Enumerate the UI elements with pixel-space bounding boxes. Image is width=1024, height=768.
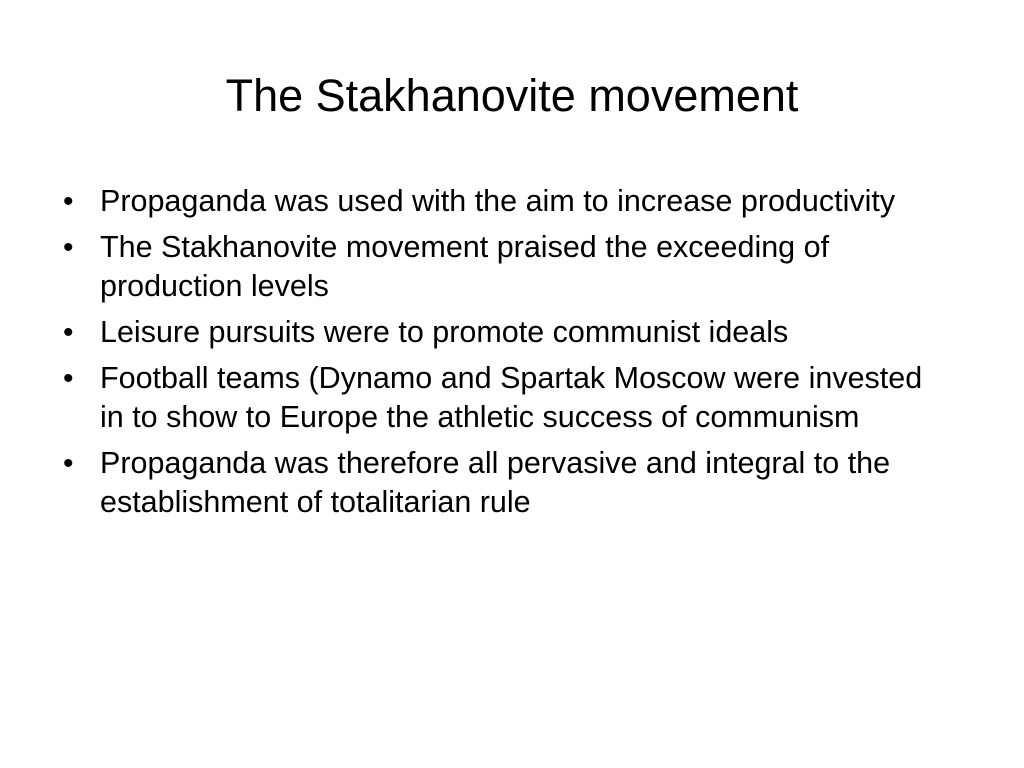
bullet-text: Propaganda was therefore all pervasive and integral to the establishment of totalitarian rule [100, 446, 891, 519]
bullet-icon: • [63, 362, 74, 395]
bullet-text: Propaganda was used with the aim to increase productivity [100, 184, 896, 218]
bullet-icon: • [63, 316, 74, 349]
bullet-text: Football teams (Dynamo and Spartak Moscow were invested in to show to Europe the athletic success of communism [100, 361, 923, 434]
bullet-icon: • [63, 231, 74, 264]
bullet-icon: • [63, 185, 74, 218]
bullet-text: The Stakhanovite movement praised the exceeding of production levels [100, 230, 830, 303]
bullet-item [60, 444, 940, 522]
bullet-list [60, 182, 940, 529]
bullet-item [60, 182, 940, 221]
bullet-text: Leisure pursuits were to promote communist ideals [100, 315, 789, 349]
bullet-item [60, 313, 940, 352]
bullet-item [60, 359, 940, 437]
bullet-icon: • [63, 447, 74, 480]
slide-title: The Stakhanovite movement [225, 70, 799, 121]
bullet-item [60, 228, 940, 306]
